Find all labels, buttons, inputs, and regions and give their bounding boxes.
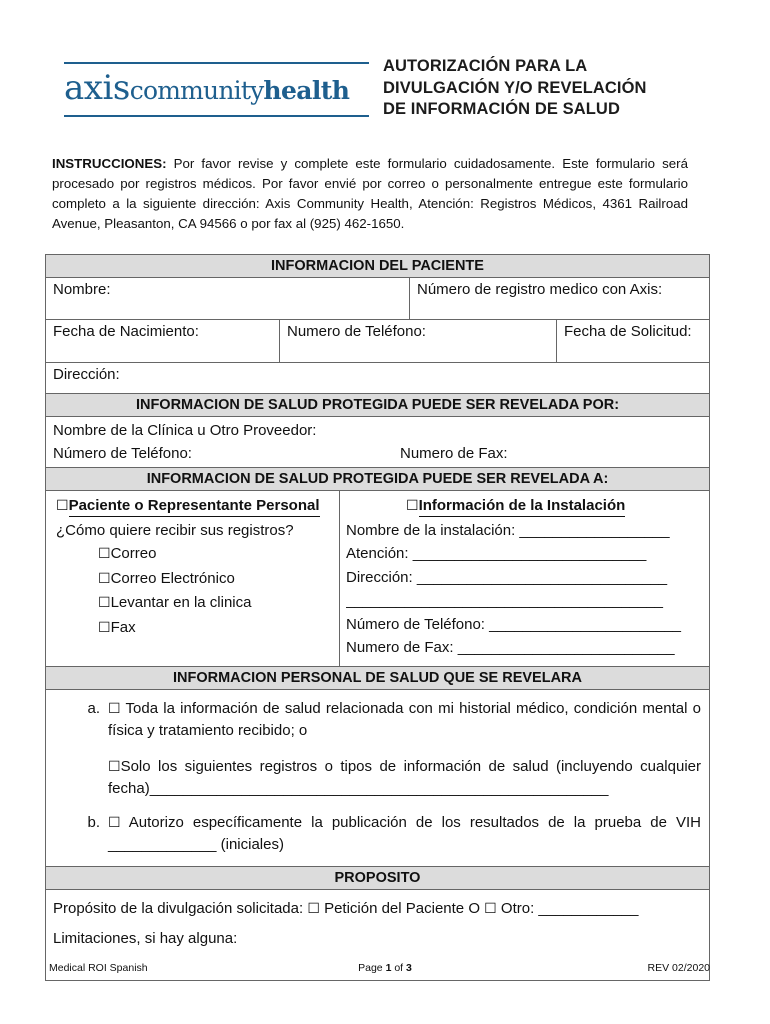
email-checkbox[interactable]: ☐ [98, 570, 111, 587]
facility-label: Información de la Instalación [419, 496, 626, 517]
mail-label: Correo [110, 545, 157, 562]
page-current: 1 [385, 962, 392, 974]
option-a-body[interactable] [108, 698, 701, 742]
facility-name-field[interactable]: Nombre de la instalación: __________________ [346, 521, 670, 539]
provider-name-label[interactable]: Nombre de la Clínica u Otro Proveedor: [53, 422, 317, 439]
facility-address-line2[interactable]: ______________________________________ [346, 592, 664, 609]
phone-field[interactable] [280, 320, 557, 362]
provider-phone-label[interactable]: Número de Teléfono: [53, 445, 192, 462]
page-total: 3 [406, 962, 412, 974]
facility-checkbox[interactable]: ☐ [406, 498, 419, 514]
address-field[interactable] [46, 363, 709, 393]
provider-fax-label[interactable]: Numero de Fax: [400, 445, 508, 462]
footer-form-name: Medical ROI Spanish [49, 962, 148, 974]
patient-name-field[interactable] [46, 278, 410, 319]
patient-request-checkbox[interactable]: ☐ [307, 900, 320, 917]
purpose-heading: PROPOSITO [46, 867, 709, 890]
specific-records-option[interactable] [108, 756, 701, 800]
provider-block [46, 417, 709, 468]
all-info-text: Toda la información de salud relacionada con mi historial médico, condición mental o física y tratamiento recibido; o [108, 699, 701, 739]
request-date-label: Fecha de Solicitud: [564, 323, 692, 340]
hiv-results-checkbox[interactable]: ☐ [108, 814, 121, 831]
purpose-line [53, 894, 702, 924]
record-number-field[interactable] [410, 278, 709, 319]
option-b [70, 812, 701, 856]
dob-label: Fecha de Nacimiento: [53, 323, 199, 340]
authorization-form [45, 254, 710, 981]
option-a-label: a. [87, 699, 100, 717]
mail-checkbox[interactable]: ☐ [98, 546, 111, 562]
logo-health-text: health [263, 76, 350, 105]
page-of: of [391, 962, 407, 974]
dob-field[interactable] [46, 320, 280, 362]
recipient-section [46, 491, 709, 667]
patient-row-1 [46, 278, 709, 320]
patient-rep-checkbox[interactable]: ☐ [56, 498, 69, 514]
patient-rep-column [46, 491, 340, 666]
facility-column [340, 491, 709, 666]
facility-phone-field[interactable]: Número de Teléfono: _______________________ [346, 615, 682, 633]
logo-wordmark [64, 68, 349, 114]
delivery-option-pickup[interactable] [56, 591, 333, 616]
delivery-option-email[interactable] [56, 567, 333, 592]
instructions-text: Por favor revise y complete este formulario cuidadosamente. Este formulario será procesado por registros médicos. Por favor envié por correo o personalmente entregue este formulario completo a la siguiente dirección: Axis Community Health, Atención: Registros Médicos, 4361 Railroad Avenue, Pleasanton, CA 94566 o por fax al (925) 462-1650. [52, 156, 688, 231]
specific-records-checkbox[interactable]: ☐ [108, 758, 121, 775]
other-purpose-checkbox[interactable]: ☐ [484, 900, 497, 917]
provider-contact-row [53, 442, 702, 465]
address-label: Dirección: [53, 366, 120, 383]
patient-info-heading: INFORMACION DEL PACIENTE [46, 255, 709, 278]
title-line-1: AUTORIZACIÓN PARA LA [383, 57, 588, 75]
axis-community-health-logo [64, 62, 369, 118]
page-prefix: Page [358, 962, 386, 974]
logo-top-rule [64, 62, 369, 64]
patient-rep-label: Paciente o Representante Personal [69, 496, 320, 517]
instructions-label: INSTRUCCIONES: [52, 156, 167, 171]
logo-bottom-rule [64, 115, 369, 117]
facility-option[interactable] [346, 494, 701, 519]
fax-checkbox[interactable]: ☐ [98, 619, 111, 636]
request-date-field[interactable] [557, 320, 709, 362]
pickup-checkbox[interactable]: ☐ [98, 595, 111, 611]
patient-name-label: Nombre: [53, 281, 111, 298]
document-title [383, 56, 743, 121]
purpose-label: Propósito de la divulgación solicitada: [53, 899, 304, 917]
fax-label: Fax [110, 618, 136, 636]
delivery-option-fax[interactable] [56, 616, 333, 641]
specific-records-text: Solo los siguientes registros o tipos de información de salud (incluyendo cualquier fecha)_______________________________________________________ [108, 757, 701, 797]
facility-fax-field[interactable]: Numero de Fax: __________________________ [346, 639, 675, 656]
patient-request-label: Petición del Paciente O [324, 899, 480, 917]
facility-attention-field[interactable]: Atención: ____________________________ [346, 545, 647, 562]
delivery-question: ¿Cómo quiere recibir sus registros? [56, 521, 294, 539]
logo-community-text: community [129, 76, 264, 105]
phone-label: Numero de Teléfono: [287, 323, 426, 340]
logo-axis-text: axis [64, 68, 130, 108]
info-to-disclose-block [46, 690, 709, 867]
delivery-option-mail[interactable] [56, 542, 333, 567]
all-info-checkbox[interactable]: ☐ [108, 700, 121, 717]
disclosed-by-heading: INFORMACION DE SALUD PROTEGIDA PUEDE SER REVELADA POR: [46, 394, 709, 417]
option-b-label: b. [87, 813, 100, 831]
limitations-field[interactable]: Limitaciones, si hay alguna: [53, 929, 238, 947]
info-to-disclose-heading: INFORMACION PERSONAL DE SALUD QUE SE REVELARA [46, 667, 709, 690]
title-line-3: DE INFORMACIÓN DE SALUD [383, 100, 620, 118]
record-number-label: Número de registro medico con Axis: [417, 281, 663, 298]
email-label: Correo Electrónico [110, 569, 235, 587]
title-line-2: DIVULGACIÓN Y/O REVELACIÓN [383, 78, 647, 97]
option-a [70, 698, 701, 742]
instructions-paragraph [52, 154, 688, 234]
other-purpose-field[interactable]: Otro: ____________ [500, 899, 639, 917]
disclosed-to-heading: INFORMACION DE SALUD PROTEGIDA PUEDE SER REVELADA A: [46, 468, 709, 491]
option-b-body[interactable] [108, 812, 701, 856]
footer-revision: REV 02/2020 [647, 962, 710, 974]
patient-row-3 [46, 363, 709, 394]
pickup-label: Levantar en la clinica [110, 594, 252, 611]
facility-address-field[interactable]: Dirección: ______________________________ [346, 568, 668, 586]
patient-row-2 [46, 320, 709, 363]
patient-rep-option[interactable] [56, 494, 333, 519]
hiv-results-text: Autorizo específicamente la publicación de los resultados de la prueba de VIH _____________ (iniciales) [108, 813, 701, 853]
